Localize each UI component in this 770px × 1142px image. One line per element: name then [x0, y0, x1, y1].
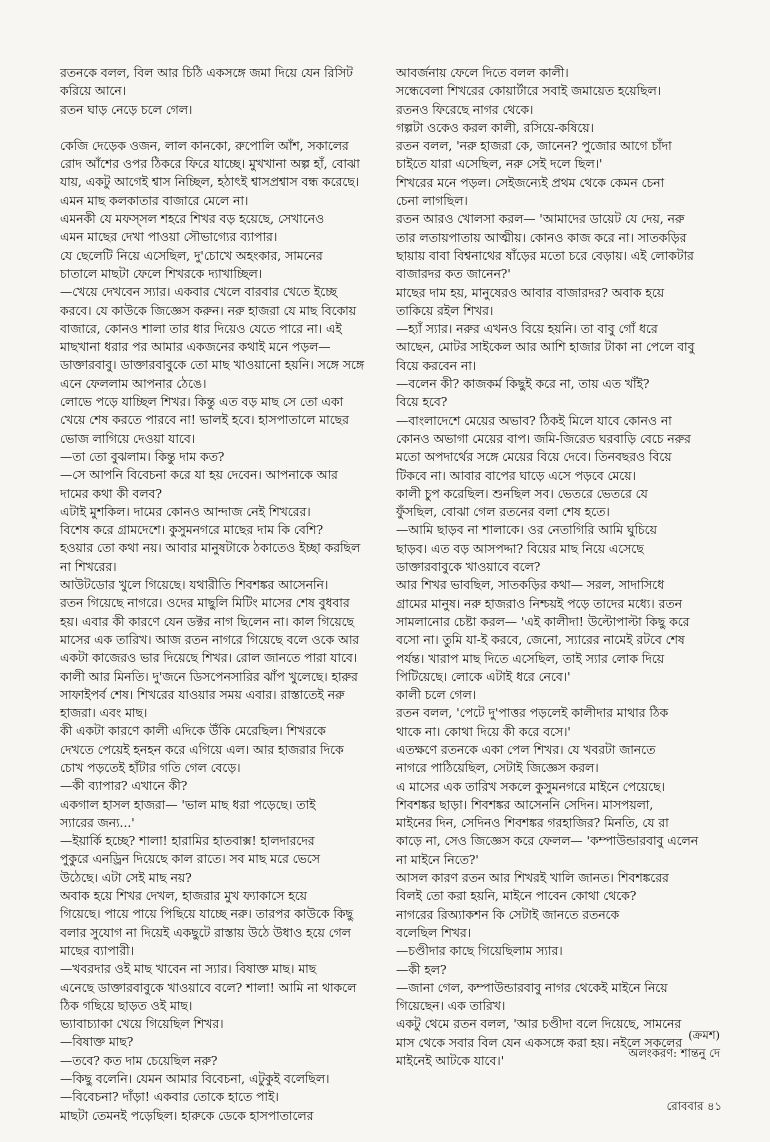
text-line: কেজি দেড়েক ওজন, লাল কানকো, রুপোলি আঁশ, সকালের: [60, 138, 349, 153]
text-line: হওয়ার তো কথা নয়। আবার মানুষটাকে ঠকাতেও ইচ্ছা করছিল: [60, 541, 361, 556]
text-line: কালী চলে গেল।: [396, 688, 477, 703]
text-line: চাতালে মাছটা ফেলে শিখরকে দ্যাখাচ্ছিল।: [60, 266, 263, 281]
text-line: এতক্ষণে রতনকে একা পেল শিখর। যে খবরটা জানতে: [396, 742, 656, 757]
text-line: সাফাইপর্ব শেষ। শিখরের যাওয়ার সময় এবার। রাস্তাতেই নরু: [60, 687, 345, 702]
text-line: মাইনের দিন, সেদিনও শিবশঙ্কর গরহাজির? মিনতি, যে রা: [396, 816, 669, 831]
text-line: ডাক্তারবাবুকে খাওয়াবে বলে?: [396, 560, 541, 575]
text-line: এনেছে ডাক্তারবাবুকে খাওয়াবে বলে? শালা! আমি না থাকলে: [60, 980, 357, 995]
text-line: রতন ঘাড় নেড়ে চলে গেল।: [60, 102, 193, 117]
text-line: একটা কাজেরও ভার দিয়েছে শিখর। রোল জানতে পারা যাবে।: [60, 651, 358, 666]
text-line: এমনকী যে মফস্সল শহরে শিখর বড় হয়েছে, সেখানেও: [60, 212, 325, 227]
text-line: রতন বলল, 'নরু হাজরা কে, জানেন? পুজোর আগে চাঁদা: [396, 139, 672, 154]
text-line: নাগরে পাঠিয়েছিল, সেটাই জিজ্ঞেস করল।: [396, 761, 599, 776]
text-line: শিখরের মনে পড়ল। সেইজন্যেই প্রথম থেকে কেমন চেনা: [396, 175, 665, 190]
text-line: আউটডোর খুলে গিয়েছে। যথারীতি শিবশঙ্কর আসেননি।: [60, 578, 329, 593]
text-line: শিবশঙ্কর ছাড়া। শিবশঙ্কর আসেননি সেদিন। মাসপয়লা,: [396, 797, 654, 812]
text-line: কাড়ে না, সেও জিজ্ঞেস করে ফেলল— 'কম্পাউন্ডারবাবু এলেন: [396, 834, 699, 849]
text-line: গিয়েছে। পায়ে পায়ে পিছিয়ে যাচ্ছে নরু। তারপর কাউকে কিছু: [60, 907, 353, 922]
text-line: রতন গিয়েছে নাগরে। ওদের মাছুলি মিটিং মাসের শেষ বুধবার: [60, 596, 350, 611]
text-line: হাজরা। এবং মাছ।: [60, 706, 148, 721]
text-line: আর শিখর ভাবছিল, সাতকড়ির কথা— সরল, সাদাসিধে: [396, 578, 664, 593]
text-line: —বিবেচনা? দাঁড়া! একবার তোকে হাতে পাই।: [60, 1090, 279, 1105]
left-column: [60, 64, 380, 1125]
text-line: রতন আরও খোলসা করল— 'আমাদের ডায়েট যে দেয়, নরু: [396, 212, 685, 227]
text-line: চেনা লাগছিল।: [396, 194, 468, 209]
text-line: আছেন, মোটর সাইকেল আর আশি হাজার টাকা না পেলে বাবু: [396, 340, 695, 355]
text-line: রতন বলল, 'পেটে দু'পাত্তর পড়লেই কালীদার মাথার ঠিক: [396, 706, 669, 721]
text-line: রোদ আঁশের ওপর ঠিকরে ফিরে যাচ্ছে। মুখখানা অল্প হাঁ, বোঝা: [60, 157, 360, 172]
text-line: পর্যন্ত। খারাপ মাছ দিতে এসেছিল, তাই স্যার লোক দিয়ে: [396, 651, 665, 666]
text-line: ফুঁসছিল, বোঝা গেল রতনের বলা শেষ হতে।: [396, 505, 610, 520]
text-line: চাইতে যারা এসেছিল, নরু সেই দলে ছিল।': [396, 157, 603, 172]
text-line: বিয়ে হবে?: [396, 395, 448, 410]
text-line: —সে আপনি বিবেচনা করে যা হয় দেবেন। আপনাকে আর: [60, 468, 338, 483]
text-line: গ্রামের মানুষ। নরু হাজরাও নিশ্চয়ই পড়ে তাদের মধ্যে। রতন: [396, 596, 682, 611]
text-line: আবর্জনায় ফেলে দিতে বলল কালী।: [396, 66, 569, 80]
text-line: অবাক হয়ে শিখর দেখল, হাজরার মুখ ফ্যাকাসে হয়ে: [60, 889, 307, 904]
text-line: —তবে? কত দাম চেয়েছিল নরু?: [60, 1053, 218, 1068]
text-line: রতনও ফিরেছে নাগর থেকে।: [396, 102, 534, 117]
text-line: একগাল হাসল হাজরা— 'ভাল মাছ ধরা পড়েছে। তাই: [60, 797, 316, 812]
text-line: না মাইনে নিতে?': [396, 852, 479, 867]
text-line: সামলানোর চেষ্টা করল— 'এই কালীদা! উল্টোপাল্টা কিছু করে: [396, 614, 690, 629]
text-line: হয়। এবার কী কারণে যেন ডক্টর নাগ ছিলেন না। কাল গিয়েছে: [60, 614, 354, 629]
text-line: কালী চুপ করেছিল। শুনছিল সব। ভেতরে ভেতরে যে: [396, 486, 648, 501]
text-line: থাকে না। কোথা দিয়ে কী করে বসে।': [396, 724, 571, 739]
text-line: দেখতে পেয়েই হনহন করে এগিয়ে এল। আর হাজরার দিকে: [60, 742, 344, 757]
text-line: সন্ধেবেলা শিখরের কোয়ার্টারে সবাই জমায়েত হয়েছিল।: [396, 84, 662, 99]
text-line: —বাংলাদেশে মেয়ের অভাব? ঠিকই মিলে যাবে কোনও না: [396, 413, 672, 428]
text-line: —চণ্ডীদার কাছে গিয়েছিলাম স্যার।: [396, 944, 563, 959]
illustration-credit: অলংকরণ: শান্তনু দে: [628, 1046, 720, 1060]
text-line: —আমি ছাড়ব না শালাকে। ওর নেতাগিরি আমি ঘুচিয়ে: [396, 523, 657, 538]
text-line: মাসের এক তারিখ। আজ রতন নাগরে গিয়েছে বলে ওকে আর: [60, 632, 360, 647]
text-line: পিটিয়েছে। লোকে এটাই ধরে নেবে।': [396, 669, 571, 684]
text-line: মাছখানা ধরার পর আমার একজনের কথাই মনে পড়ল—: [60, 340, 331, 355]
text-line: —খবরদার ওই মাছ খাবেন না স্যার। বিষাক্ত মাছ। মাছ: [60, 962, 317, 977]
text-line: —ইয়ার্কি হচ্ছে? শালা! হারামির হাতবাক্স! হালদারদের: [60, 834, 315, 849]
text-line: একটু থেমে রতন বলল, 'আর চণ্ডীদা বলে দিয়েছে, সামনের: [396, 1017, 682, 1032]
text-line: মাছের ব্যাপারী।: [60, 943, 135, 958]
text-line: খেয়ে শেষ করতে পারবে না! ভালই হবে। হাসপাতালে মাছের: [60, 413, 349, 428]
text-line: বাজারদর কত জানেন?': [396, 267, 511, 282]
continued-note: (ক্রমশ): [688, 1028, 720, 1042]
text-line: —কী হল?: [396, 962, 447, 977]
text-line: ভোজ লাগিয়ে দেওয়া যাবে।: [60, 431, 196, 446]
text-line: কালী আর মিনতি। দু'জনে ডিসপেনসারির ঝাঁপ খুলেছে। হারুর: [60, 669, 358, 684]
text-line: রতনকে বলল, বিল আর চিঠি একসঙ্গে জমা দিয়ে যেন রিসিট: [60, 66, 353, 80]
text-line: —কিছু বলেনি। যেমন আমার বিবেচনা, এটুকুই বলেছিল।: [60, 1072, 330, 1087]
text-line: এমন মাছের দেখা পাওয়া সৌভাগ্যের ব্যাপার।: [60, 230, 278, 245]
text-line: ছাড়ব। এত বড় আসপদ্দা? বিয়ের মাছ নিয়ে এসেছে: [396, 541, 644, 556]
text-line: মতো অপদার্থের সঙ্গে মেয়ের বিয়ে দেবে। তিনবছরও বিয়ে: [396, 450, 672, 465]
text-line: —বিষাক্ত মাছ?: [60, 1035, 134, 1050]
text-line: মাছের দাম হয়, মানুষেরও আবার বাজারদর? অবাক হয়ে: [396, 285, 665, 300]
text-line: এনে ফেললাম আপনার ঠেঙে।: [60, 376, 207, 391]
text-line: তার লতায়পাতায় আত্মীয়। কোনও কাজ করে না। সাতকড়ির: [396, 230, 687, 245]
text-line: বসো না। তুমি যা-ই করবে, জেনো, স্যারের নামেই রটবে শেষ: [396, 633, 685, 648]
text-line: পুকুরে এনড্রিন দিয়েছে কাল রাতে। সব মাছ মরে ভেসে: [60, 852, 320, 867]
text-line: —বলেন কী? কাজকর্ম কিছুই করে না, তায় এত খাঁই?: [396, 377, 650, 392]
text-line: —কী ব্যাপার? এখানে কী?: [60, 779, 188, 794]
text-line: —তা তো বুঝলাম। কিন্তু দাম কত?: [60, 449, 225, 464]
text-line: বিলই তো করা হয়নি, মাইনে পাবেন কোথা থেকে?: [396, 889, 637, 904]
right-column: [396, 64, 716, 1070]
text-line: —খেয়ে দেখবেন স্যার। একবার খেলে বারবার খেতে ইচ্ছে: [60, 285, 337, 300]
text-line: না শিখরের।: [60, 559, 117, 574]
text-line: দামের কথা কী বলব?: [60, 486, 162, 501]
text-line: কী একটা কারণে কালী এদিকে উঁকি মেরেছিল। শিখরকে: [60, 724, 326, 739]
page-number: রোববার ৪১: [666, 1099, 722, 1113]
text-line: ডাক্তারবাবু। ডাক্তারবাবুকে তো মাছ খাওয়ানো হয়নি। সঙ্গে সঙ্গে: [60, 358, 364, 373]
text-line: গিয়েছেন। এক তারিখ।: [396, 999, 506, 1014]
text-line: মাছটা তেমনই পড়েছিল। হারুকে ডেকে হাসপাতালের: [60, 1108, 314, 1123]
text-line: মাইনেই আটকে যাবে।': [396, 1054, 505, 1069]
text-line: নাগরের রিঅ্যাকশন কি সেটাই জানতে রতনকে: [396, 907, 620, 922]
text-line: গল্পটা ওকেও করল কালী, রসিয়ে-কষিয়ে।: [396, 120, 594, 135]
text-line: বাজারে, কোনও শালা তার ধার দিয়েও যেতে পারে না। এই: [60, 321, 342, 336]
text-line: —জানা গেল, কম্পাউন্ডারবাবু নাগর থেকেই মাইনে নিয়ে: [396, 980, 668, 995]
text-line: বিয়ে করবেন না।: [396, 358, 477, 373]
story-footer: [628, 1026, 720, 1062]
text-line: বলেছিল শিখর।: [396, 925, 472, 940]
text-line: লোভে পড়ে যাচ্ছিল শিখর। কিন্তু এত বড় মাছ সে তো একা: [60, 395, 344, 410]
text-line: করিয়ে আনে।: [60, 84, 127, 99]
text-line: বিশেষ করে গ্রামদেশে। কুসুমনগরে মাছের দাম কি বেশি?: [60, 523, 324, 538]
text-line: এ মাসের এক তারিখ সকলে কুসুমনগরে মাইনে পেয়েছে।: [396, 779, 665, 794]
text-line: মাস থেকে সবার বিল যেন একসঙ্গে করা হয়। নইলে সকলের: [396, 1035, 683, 1050]
text-line: ভ্যাবাচ্যাকা খেয়ে গিয়েছিল শিখর।: [60, 1017, 224, 1032]
text-line: এটাই মুশকিল। দামের কোনও আন্দাজ নেই শিখরের।: [60, 504, 311, 519]
text-line: —হ্যাঁ স্যার। নরুর এখনও বিয়ে হয়নি। তা বাবু গোঁ ধরে: [396, 322, 658, 337]
text-line: যে ছেলেটি নিয়ে এসেছিল, দু'চোখে অহংকার, সামনের: [60, 248, 323, 263]
text-line: বলার সুযোগ না দিয়েই একছুটে রাস্তায় উঠে উধাও হয়ে গেল: [60, 925, 351, 940]
text-line: এমন মাছ কলকাতার বাজারে মেলে না।: [60, 193, 249, 208]
text-line: চোখ পড়তেই হাঁটার গতি গেল বেড়ে।: [60, 760, 241, 775]
text-line: করবে। যে কাউকে জিজ্ঞেস করুন। নরু হাজরা যে মাছ বিকোয়: [60, 303, 356, 318]
text-line: টিকবে না। আবার বাপের ঘাড়ে এসে পড়বে মেয়ে।: [396, 468, 636, 483]
text-line: আসল কারণ রতন আর শিখরই খালি জানত। শিবশঙ্করের: [396, 871, 669, 886]
text-line: কোনও অভাগা মেয়ের বাপ। জমি-জিরেত ঘরবাড়ি বেচে নরুর: [396, 431, 691, 446]
text-line: তাকিয়ে রইল শিখর।: [396, 303, 494, 318]
text-line: উঠেছে। এটা সেই মাছ নয়?: [60, 870, 192, 885]
text-line: ঠিক গছিয়ে ছাড়ত ওই মাছ।: [60, 998, 193, 1013]
text-line: যায়, একটু আগেই শ্বাস নিচ্ছিল, হঠাৎই শ্বাসপ্রশ্বাস বন্ধ করেছে।: [60, 175, 360, 190]
text-line: স্যারের জন্য...': [60, 815, 135, 830]
paragraph-gap: [60, 119, 380, 137]
text-line: ছায়ায় বাবা বিশ্বনাথের ষাঁড়ের মতো চরে বেড়ায়। এই লোকটার: [396, 248, 694, 263]
